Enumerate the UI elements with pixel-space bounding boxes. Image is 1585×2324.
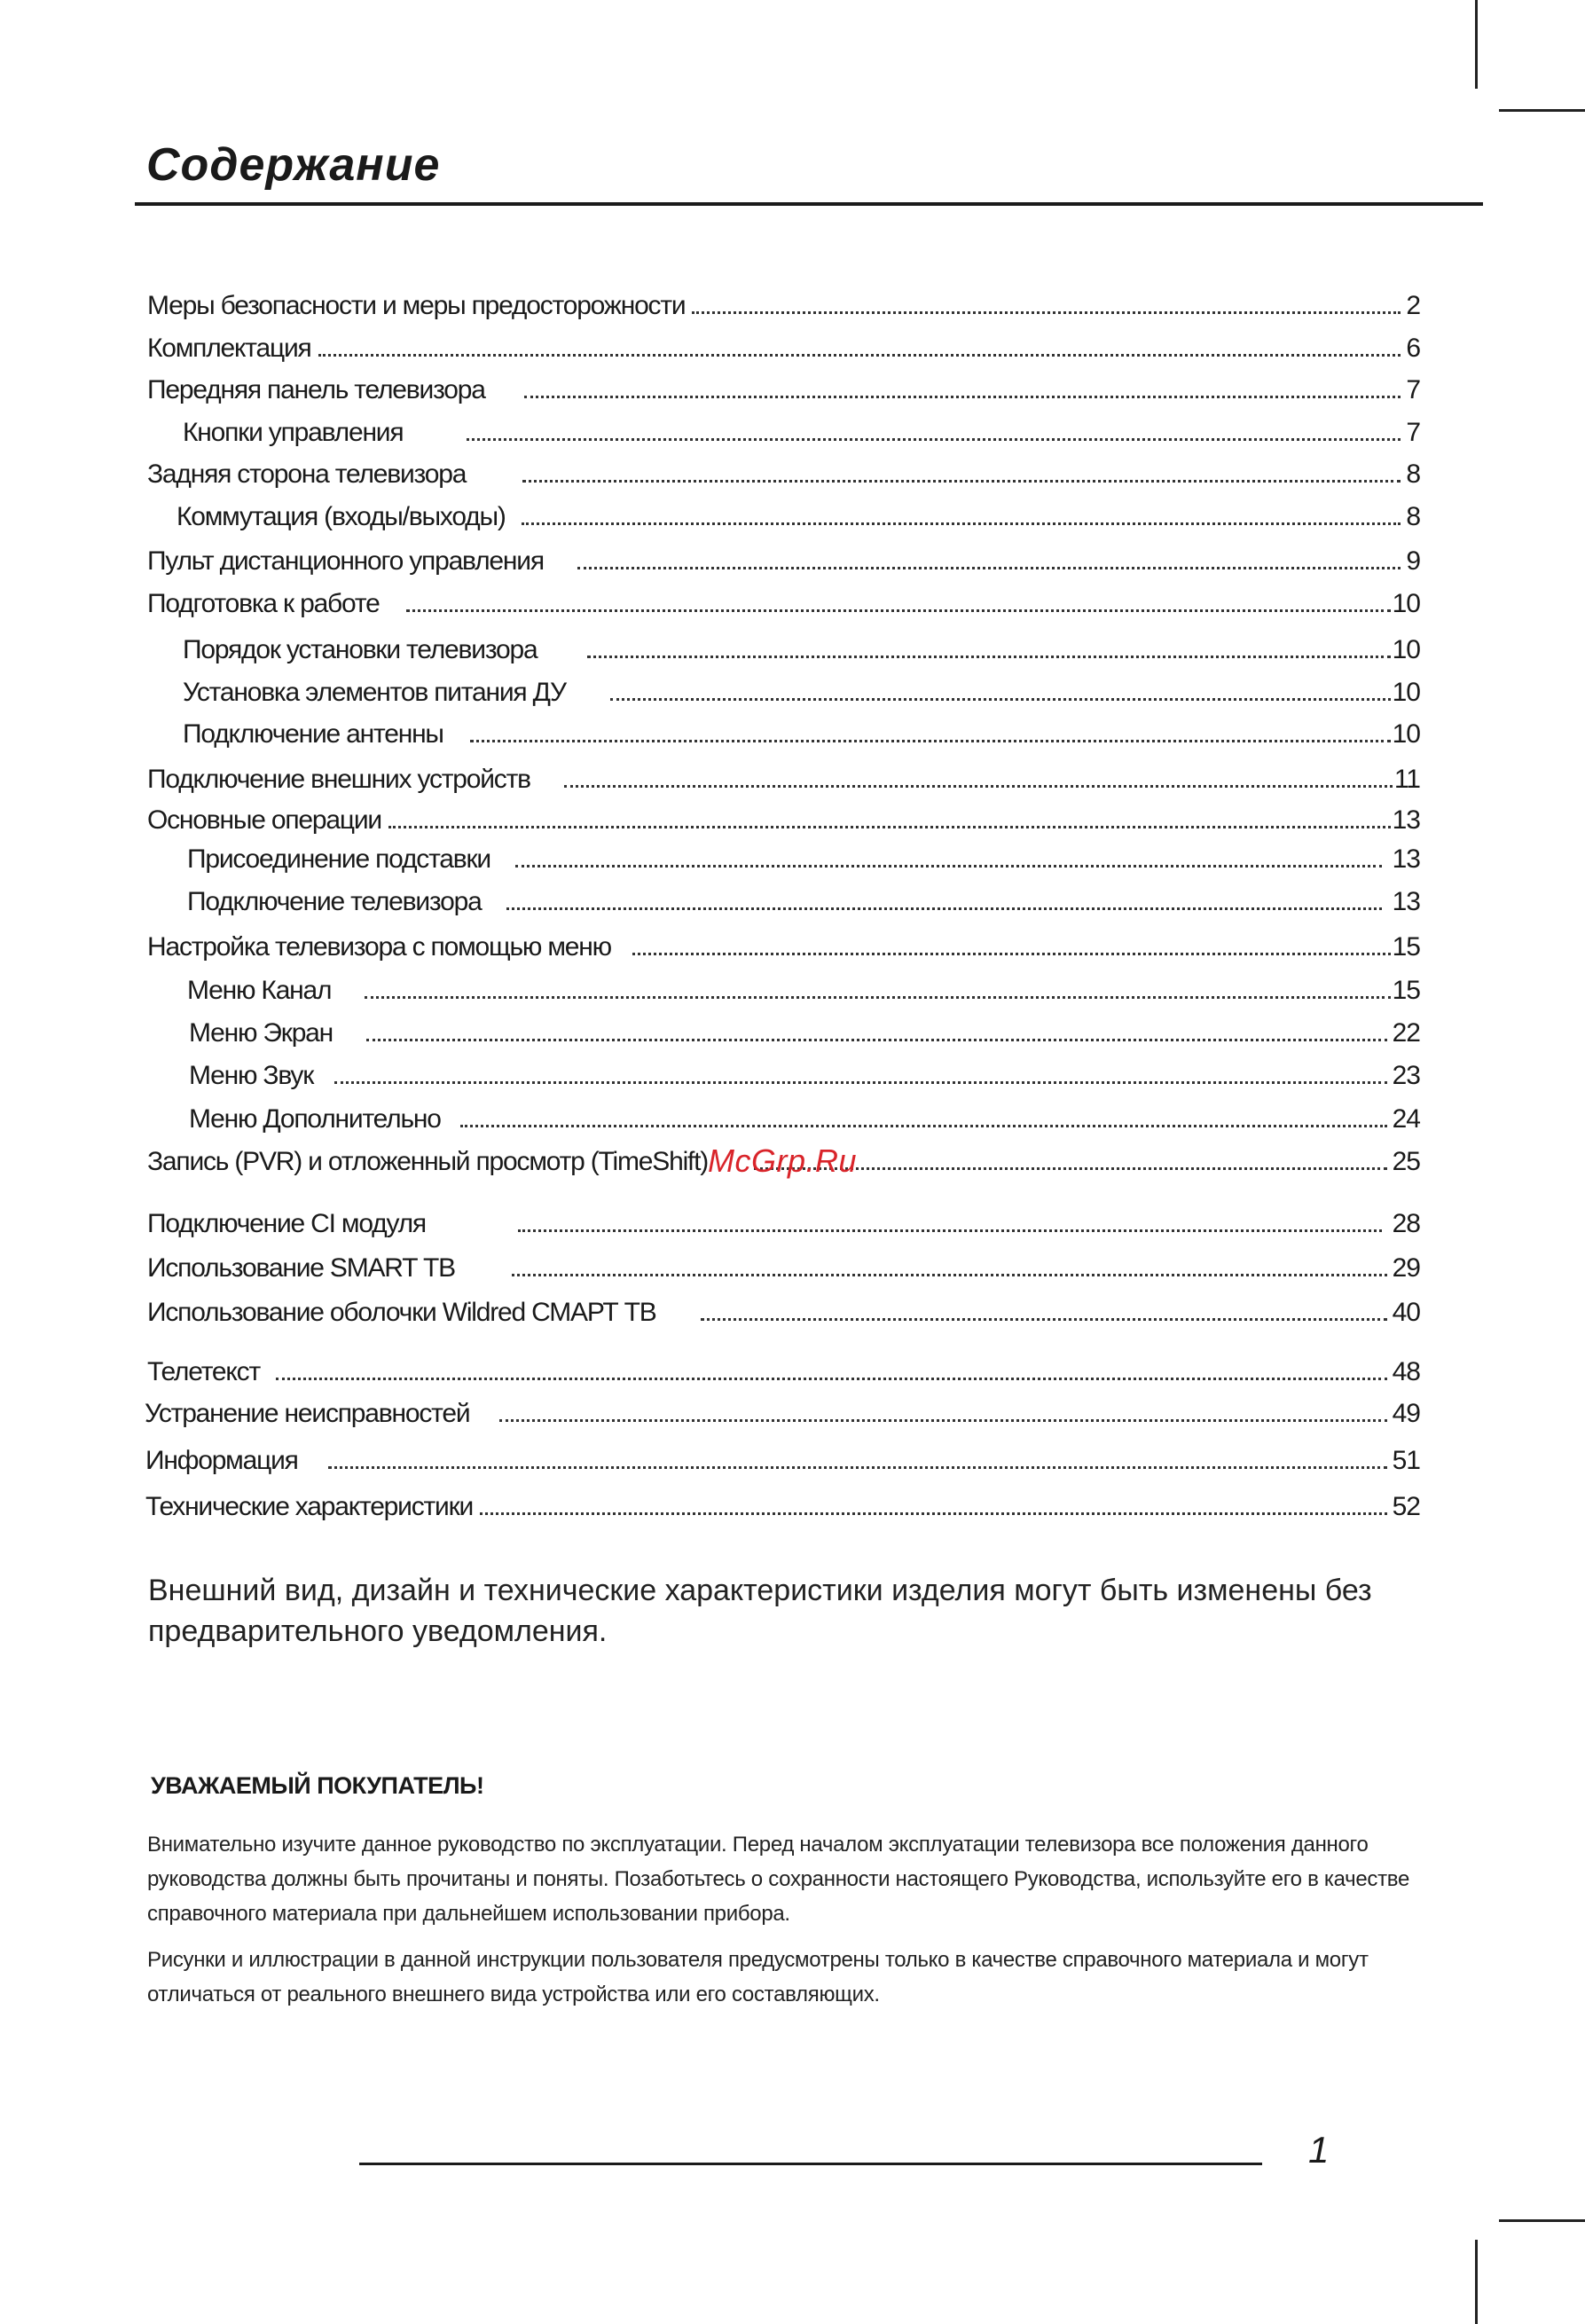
toc-leader-dots xyxy=(632,953,1391,955)
toc-leader-dots xyxy=(512,1274,1387,1276)
toc-entry-label: Меню Экран xyxy=(189,1018,333,1048)
toc-entry-page: 9 xyxy=(1406,546,1420,576)
toc-entry-page: 10 xyxy=(1392,635,1420,664)
toc-entry[interactable] xyxy=(189,1052,1420,1091)
toc-entry[interactable] xyxy=(147,451,1420,490)
toc-entry-page: 10 xyxy=(1392,589,1420,618)
toc-entry-label: Телетекст xyxy=(147,1357,261,1386)
toc-entry-page: 23 xyxy=(1392,1061,1420,1090)
toc-entry-label: Порядок установки телевизора xyxy=(183,635,537,664)
toc-entry-label: Комплектация xyxy=(147,334,311,363)
toc-leader-dots xyxy=(365,996,1390,999)
dear-customer-heading: УВАЖАЕМЫЙ ПОКУПАТЕЛЬ! xyxy=(151,1772,484,1799)
toc-entry-label: Настройка телевизора с помощью меню xyxy=(147,932,611,962)
toc-entry-label: Подключение внешних устройств xyxy=(147,765,530,794)
toc-entry-label: Подключение антенны xyxy=(183,719,443,749)
toc-entry[interactable] xyxy=(147,1244,1420,1284)
page-title: Содержание xyxy=(146,139,441,191)
toc-entry-label: Технические характеристики xyxy=(145,1492,474,1521)
toc-entry-page: 7 xyxy=(1406,418,1420,447)
toc-entry-label: Подключение CI модуля xyxy=(147,1209,426,1238)
toc-entry[interactable] xyxy=(147,366,1420,405)
toc-entry-label: Меню Дополнительно xyxy=(189,1104,441,1134)
toc-leader-dots xyxy=(524,396,1401,398)
toc-entry[interactable] xyxy=(147,580,1420,619)
toc-leader-dots xyxy=(564,785,1393,788)
toc-leader-dots xyxy=(406,609,1391,612)
toc-leader-dots xyxy=(334,1081,1386,1084)
toc-leader-dots xyxy=(276,1378,1387,1380)
toc-entry[interactable] xyxy=(147,282,1420,321)
toc-entry-page: 51 xyxy=(1392,1446,1420,1475)
toc-leader-dots xyxy=(522,480,1401,483)
toc-entry[interactable] xyxy=(187,836,1420,875)
toc-leader-dots xyxy=(518,1229,1382,1232)
toc-entry-label: Подготовка к работе xyxy=(147,589,380,618)
toc-entry[interactable] xyxy=(183,626,1420,665)
toc-entry[interactable] xyxy=(183,409,1420,448)
toc-entry-page: 28 xyxy=(1392,1209,1420,1238)
toc-entry-page: 52 xyxy=(1392,1492,1420,1521)
toc-leader-dots xyxy=(515,865,1382,868)
toc-leader-dots xyxy=(499,1419,1386,1422)
toc-entry[interactable] xyxy=(147,538,1420,577)
toc-entry-page: 25 xyxy=(1392,1147,1420,1176)
toc-leader-dots xyxy=(587,656,1391,658)
watermark-text: McGrp.Ru xyxy=(708,1142,858,1179)
toc-entry-label: Присоединение подставки xyxy=(187,844,490,874)
footer-rule xyxy=(359,2163,1262,2165)
toc-entry-page: 8 xyxy=(1406,502,1420,531)
toc-entry-label: Использование оболочки Wildred СМАРТ ТВ xyxy=(147,1298,656,1327)
toc-entry-page: 22 xyxy=(1392,1018,1420,1048)
toc-entry-label: Использование SMART ТВ xyxy=(147,1253,455,1283)
toc-entry[interactable] xyxy=(147,756,1420,795)
toc-entry[interactable] xyxy=(189,1009,1420,1048)
toc-entry[interactable] xyxy=(145,1437,1420,1476)
toc-entry-label: Информация xyxy=(145,1446,298,1475)
toc-entry-label: Подключение телевизора xyxy=(187,887,482,916)
toc-entry-page: 15 xyxy=(1392,976,1420,1005)
toc-entry[interactable] xyxy=(145,1483,1420,1522)
toc-entry-label: Коммутация (входы/выходы) xyxy=(177,502,506,531)
toc-entry-label: Установка элементов питания ДУ xyxy=(183,678,566,707)
toc-leader-dots xyxy=(470,740,1391,742)
toc-entry-page: 48 xyxy=(1392,1357,1420,1386)
toc-entry-page: 6 xyxy=(1406,334,1420,363)
instructions-paragraph: Внимательно изучите данное руководство по эксплуатации. Перед началом эксплуатации телевизора все положения данного руководства должны быть прочитаны и поняты. Позаботьтесь о сохранности настоящего Руководства, используйте его в качестве справочного материала при дальнейшем использовании прибора. xyxy=(147,1833,1410,1926)
change-notice: Внешний вид, дизайн и технические характеристики изделия могут быть изменены без предварительного уведомления. xyxy=(148,1574,1372,1648)
toc-leader-dots xyxy=(506,907,1382,910)
toc-entry[interactable] xyxy=(183,669,1420,708)
toc-leader-dots xyxy=(366,1039,1387,1041)
toc-leader-dots xyxy=(460,1125,1387,1127)
toc-entry-label: Пульт дистанционного управления xyxy=(147,546,544,576)
toc-entry[interactable] xyxy=(147,325,1420,364)
toc-entry[interactable] xyxy=(147,1200,1420,1239)
toc-leader-dots xyxy=(467,438,1401,441)
toc-entry-page: 13 xyxy=(1392,805,1420,835)
crop-mark-bottom-horizontal xyxy=(1499,2219,1585,2222)
toc-entry-page: 13 xyxy=(1392,844,1420,874)
toc-entry-page: 24 xyxy=(1392,1104,1420,1134)
toc-entry-page: 7 xyxy=(1406,375,1420,404)
toc-leader-dots xyxy=(701,1318,1387,1321)
toc-entry[interactable] xyxy=(147,923,1420,962)
toc-entry-page: 13 xyxy=(1392,887,1420,916)
toc-entry[interactable] xyxy=(147,1289,1420,1328)
toc-leader-dots xyxy=(328,1466,1387,1469)
toc-entry-label: Передняя панель телевизора xyxy=(147,375,485,404)
toc-entry-label: Основные операции xyxy=(147,805,381,835)
crop-mark-bottom-vertical xyxy=(1475,2240,1478,2324)
toc-entry-label: Меры безопасности и меры предосторожности xyxy=(147,291,686,320)
toc-entry[interactable] xyxy=(183,711,1420,750)
toc-entry-page: 49 xyxy=(1392,1399,1420,1428)
illustrations-disclaimer: Рисунки и иллюстрации в данной инструкции пользователя предусмотрены только в качестве справочного материала и могут отличаться от реального внешнего вида устройства или его составляющих. xyxy=(147,1948,1369,2006)
toc-entry[interactable] xyxy=(145,1390,1420,1429)
toc-entry[interactable] xyxy=(177,493,1420,532)
toc-leader-dots xyxy=(522,522,1401,525)
toc-entry-page: 15 xyxy=(1392,932,1420,962)
toc-entry-page: 10 xyxy=(1392,678,1420,707)
toc-entry-page: 2 xyxy=(1406,291,1420,320)
toc-entry[interactable] xyxy=(187,878,1420,917)
toc-entry[interactable] xyxy=(189,1095,1420,1135)
toc-entry-label: Задняя сторона телевизора xyxy=(147,459,467,489)
toc-leader-dots xyxy=(692,311,1401,314)
toc-entry-page: 8 xyxy=(1406,459,1420,489)
toc-entry[interactable] xyxy=(187,967,1420,1006)
toc-entry[interactable] xyxy=(147,797,1420,836)
toc-leader-dots xyxy=(388,826,1391,828)
toc-entry-label: Устранение неисправностей xyxy=(145,1399,470,1428)
toc-entry-label: Меню Канал xyxy=(187,976,332,1005)
toc-leader-dots xyxy=(318,354,1401,357)
toc-leader-dots xyxy=(577,567,1401,569)
toc-entry-label: Меню Звук xyxy=(189,1061,314,1090)
toc-leader-dots xyxy=(480,1512,1387,1515)
toc-entry-page: 11 xyxy=(1393,765,1420,794)
page-number: 1 xyxy=(1308,2129,1330,2171)
toc-entry-page: 29 xyxy=(1392,1253,1420,1283)
toc-leader-dots xyxy=(610,698,1391,701)
toc-entry-label: Запись (PVR) и отложенный просмотр (TimeShift) xyxy=(147,1147,709,1176)
toc-entry-page: 10 xyxy=(1392,719,1420,749)
toc-entry-page: 40 xyxy=(1392,1298,1420,1327)
toc-entry-label: Кнопки управления xyxy=(183,418,404,447)
toc-entry[interactable] xyxy=(147,1348,1420,1387)
